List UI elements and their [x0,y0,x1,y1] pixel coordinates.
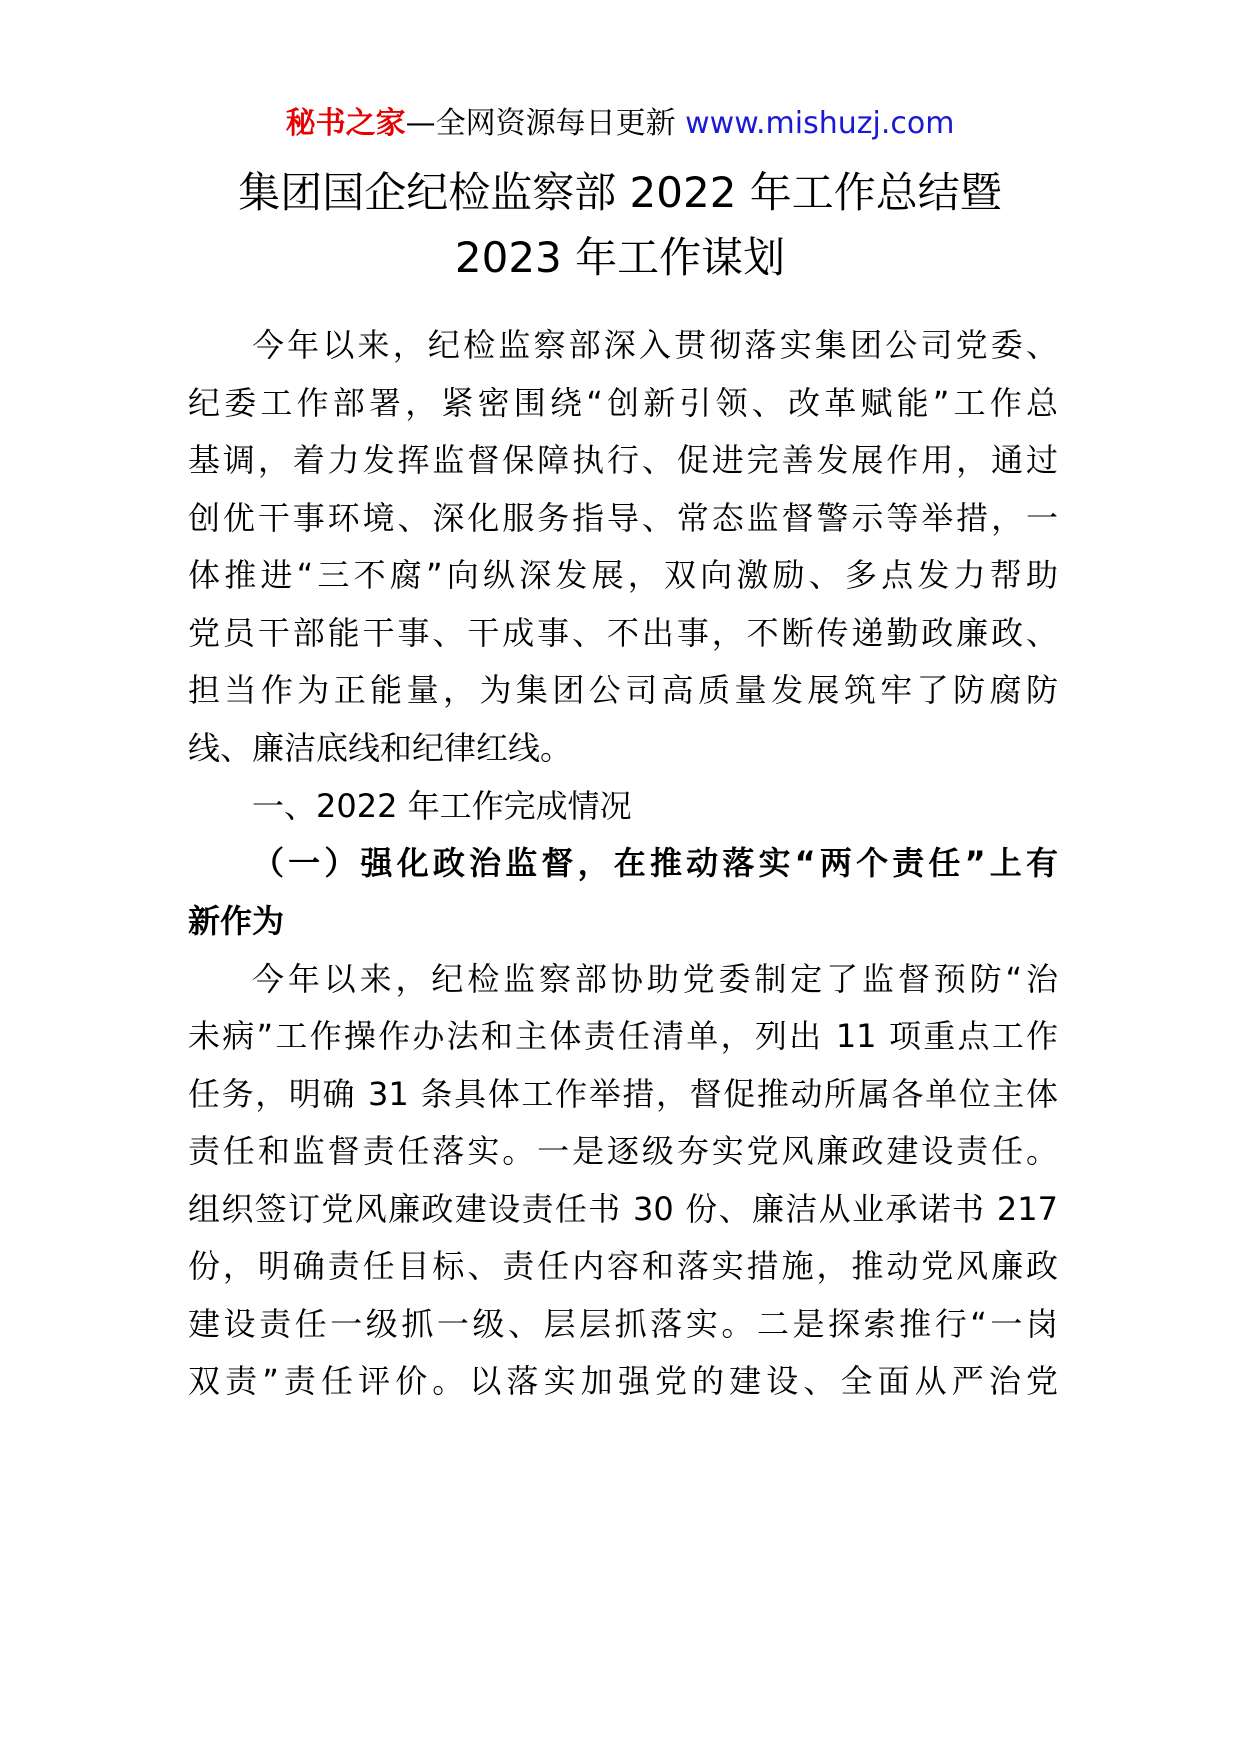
paragraph-line: 党员干部能干事、干成事、不出事，不断传递勤政廉政、 [188,614,1058,652]
paragraph-line: 责任和监督责任落实。一是逐级夯实党风廉政建设责任。 [188,1132,1058,1170]
paragraph-line: 份，明确责任目标、责任内容和落实措施，推动党风廉政 [188,1247,1058,1285]
subsection-heading-line: （一）强化政治监督，在推动落实“两个责任”上有 [252,844,1058,882]
section-heading: 一、2022 年工作完成情况 [252,787,632,825]
paragraph-line: 今年以来，纪检监察部协助党委制定了监督预防“治 [252,960,1058,998]
paragraph-line: 纪委工作部署，紧密围绕“创新引领、改革赋能”工作总 [188,384,1058,422]
site-header [0,104,1240,144]
paragraph-line: 体推进“三不腐”向纵深发展，双向激励、多点发力帮助 [188,556,1058,594]
paragraph-line: 担当作为正能量，为集团公司高质量发展筑牢了防腐防 [188,671,1058,709]
subsection-heading-line: 新作为 [188,902,285,940]
document-title-line-1: 集团国企纪检监察部 2022 年工作总结暨 [238,168,1002,217]
paragraph-line: 创优干事环境、深化服务指导、常态监督警示等举措，一 [188,499,1058,537]
paragraph-line: 建设责任一级抓一级、层层抓落实。二是探索推行“一岗 [188,1305,1058,1343]
paragraph-line: 双责”责任评价。以落实加强党的建设、全面从严治党 [188,1362,1058,1400]
document-title-line-2: 2023 年工作谋划 [454,233,786,282]
paragraph-line: 线、廉洁底线和纪律红线。 [188,729,573,767]
site-url-link[interactable]: www.mishuzj.com [685,106,955,141]
brand-name: 秘书之家 [285,106,406,141]
paragraph-line: 基调，着力发挥监督保障执行、促进完善发展作用，通过 [188,441,1058,479]
paragraph-line: 任务，明确 31 条具体工作举措，督促推动所属各单位主体 [188,1075,1058,1113]
header-tagline: —全网资源每日更新 [405,106,686,141]
paragraph-line: 未病”工作操作办法和主体责任清单，列出 11 项重点工作 [188,1017,1058,1055]
paragraph-line: 今年以来，纪检监察部深入贯彻落实集团公司党委、 [252,326,1058,364]
paragraph-line: 组织签订党风廉政建设责任书 30 份、廉洁从业承诺书 217 [188,1190,1058,1228]
